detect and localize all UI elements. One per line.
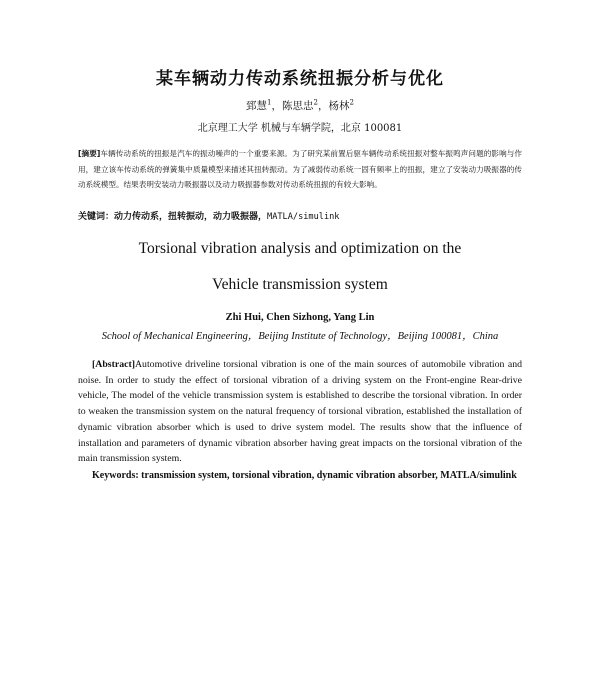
english-keywords xyxy=(78,468,522,484)
english-affiliation: School of Mechanical Engineering，Beijing Institute of Technology，Beijing 100081，China xyxy=(101,331,499,342)
chinese-abstract-text: 车辆传动系统的扭振是汽车的振动噪声的一个重要来源。为了研究某前置后驱车辆传动系统扭振对整车振鸣声问题的影响与作用，建立该车传动系统的弹簧集中质量模型来描述其扭转振动。为了减弱传动系统一固有频率上的扭振，建立了安装动力吸振器的传动系统模型。结果表明安装动力吸振器以及动力吸振器参数对传动系统扭振的有较大影响。 xyxy=(78,149,522,190)
chinese-affiliation: 北京理工大学 机械与车辆学院，北京 100081 xyxy=(197,123,403,134)
english-authors: Zhi Hui, Chen Sizhong, Yang Lin xyxy=(225,312,375,323)
author-3-affil-mark: 2 xyxy=(349,98,354,107)
chinese-title: 某车辆动力传动系统扭振分析与优化 xyxy=(156,69,444,89)
chinese-keywords-label: 关键词： xyxy=(78,212,115,222)
english-abstract-text: Automotive driveline torsional vibration is one of the main sources of automobile vibration and noise. In order to study the effect of torsional vibration of a driving system on the Front-engine Rear-drive vehicle, The model of the vehicle transmission system is established to describe the torsional vibration. In order to weaken the transmission system on the natural frequency of torsional vibration, established the installation of dynamic vibration absorber which is used to drive system model. The results show that the influence of installation and parameters of dynamic vibration absorber having great impacts on the torsional vibration of the main transmission system. xyxy=(78,359,522,465)
english-abstract-label: [Abstract] xyxy=(92,359,135,370)
author-2: 陈思忠 xyxy=(282,100,314,112)
english-title-line-1: Torsional vibration analysis and optimization on the xyxy=(138,240,462,257)
english-title-line-2: Vehicle transmission system xyxy=(212,276,388,293)
english-keywords-label: Keywords: xyxy=(92,470,139,481)
author-1-affil-mark: 1 xyxy=(267,98,272,107)
english-abstract xyxy=(78,357,522,467)
chinese-keywords-latin: MATLA/simulink xyxy=(267,212,340,222)
chinese-abstract-label: [摘要] xyxy=(78,149,101,158)
author-separator: ， xyxy=(317,100,329,112)
chinese-authors xyxy=(0,98,600,113)
chinese-keywords-text: 动力传动系，扭转振动，动力吸振器， xyxy=(114,212,268,222)
english-keywords-text: transmission system, torsional vibration, dynamic vibration absorber, MATLA/simulink xyxy=(141,470,517,481)
author-separator: ， xyxy=(271,100,283,112)
chinese-keywords xyxy=(78,209,522,222)
author-1: 郅慧 xyxy=(246,100,268,112)
author-2-affil-mark: 2 xyxy=(313,98,318,107)
author-3: 杨林 xyxy=(328,100,350,112)
chinese-abstract xyxy=(78,146,522,193)
